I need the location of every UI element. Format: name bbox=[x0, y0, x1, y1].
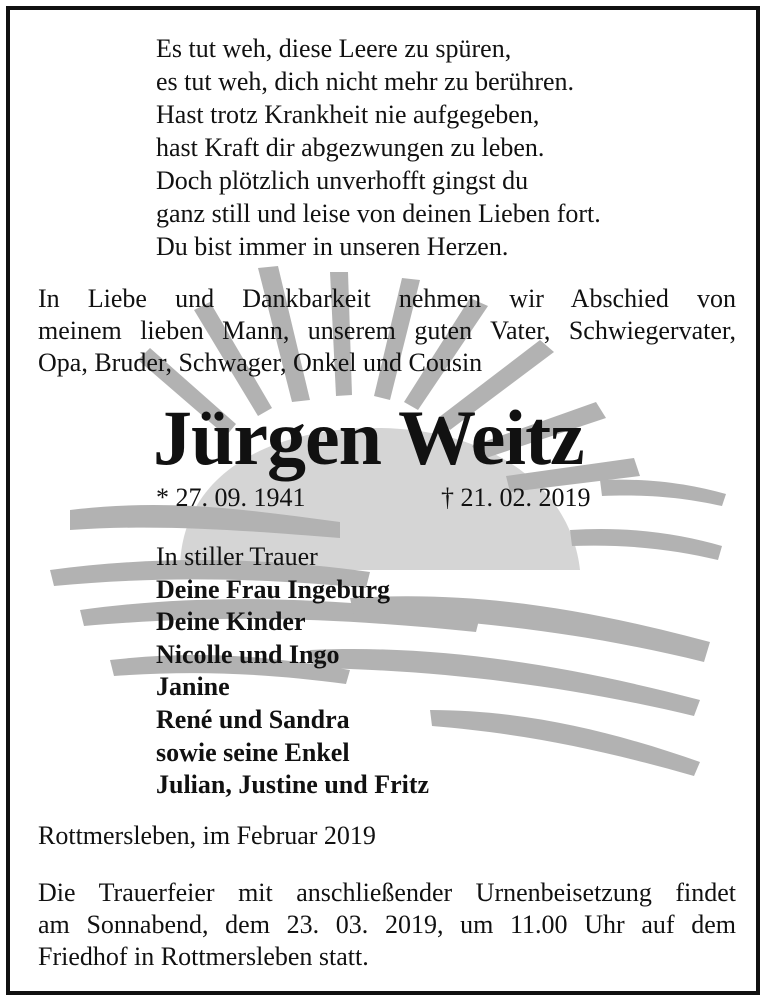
notice-line: am Sonnabend, dem 23. 03. 2019, um 11.00 Uhr auf dem bbox=[38, 910, 736, 939]
poem bbox=[156, 32, 601, 263]
obituary-content bbox=[10, 10, 756, 991]
birth-date: * 27. 09. 1941 bbox=[156, 483, 306, 512]
notice-line: Die Trauerfeier mit anschließender Urnenbeisetzung findet bbox=[38, 878, 736, 907]
mourner-line: Janine bbox=[156, 672, 230, 702]
mourner-line: Nicolle und Ingo bbox=[156, 639, 340, 669]
intro-line: In Liebe und Dankbarkeit nehmen wir Abschied von bbox=[38, 284, 736, 313]
mourners-heading: In stiller Trauer bbox=[156, 542, 318, 571]
death-date: † 21. 02. 2019 bbox=[441, 483, 591, 512]
notice-line: Friedhof in Rottmersleben statt. bbox=[38, 942, 369, 971]
poem-line: Du bist immer in unseren Herzen. bbox=[156, 232, 509, 261]
deceased-name: Jürgen Weitz bbox=[153, 394, 584, 481]
intro-line: meinem lieben Mann, unserem guten Vater, Schwiegervater, bbox=[38, 316, 736, 345]
poem-line: es tut weh, dich nicht mehr zu berühren. bbox=[156, 67, 575, 96]
poem-line: Es tut weh, diese Leere zu spüren, bbox=[156, 34, 512, 63]
funeral-notice bbox=[38, 877, 736, 973]
obituary-card bbox=[6, 6, 760, 995]
mourner-line: René und Sandra bbox=[156, 704, 350, 734]
poem-line: Hast trotz Krankheit nie aufgegeben, bbox=[156, 100, 540, 129]
poem-line: Doch plötzlich unverhofft gingst du bbox=[156, 166, 529, 195]
mourner-line: sowie seine Enkel bbox=[156, 737, 350, 767]
poem-line: ganz still und leise von deinen Lieben fort. bbox=[156, 199, 601, 228]
place-and-date: Rottmersleben, im Februar 2019 bbox=[38, 821, 376, 850]
intro-text bbox=[38, 283, 736, 379]
mourner-line: Deine Frau Ingeburg bbox=[156, 574, 390, 604]
mourners-list bbox=[156, 541, 429, 802]
poem-line: hast Kraft dir abgezwungen zu leben. bbox=[156, 133, 545, 162]
mourner-line: Deine Kinder bbox=[156, 607, 306, 637]
mourner-line: Julian, Justine und Fritz bbox=[156, 770, 430, 800]
intro-line: Opa, Bruder, Schwager, Onkel und Cousin bbox=[38, 348, 483, 377]
